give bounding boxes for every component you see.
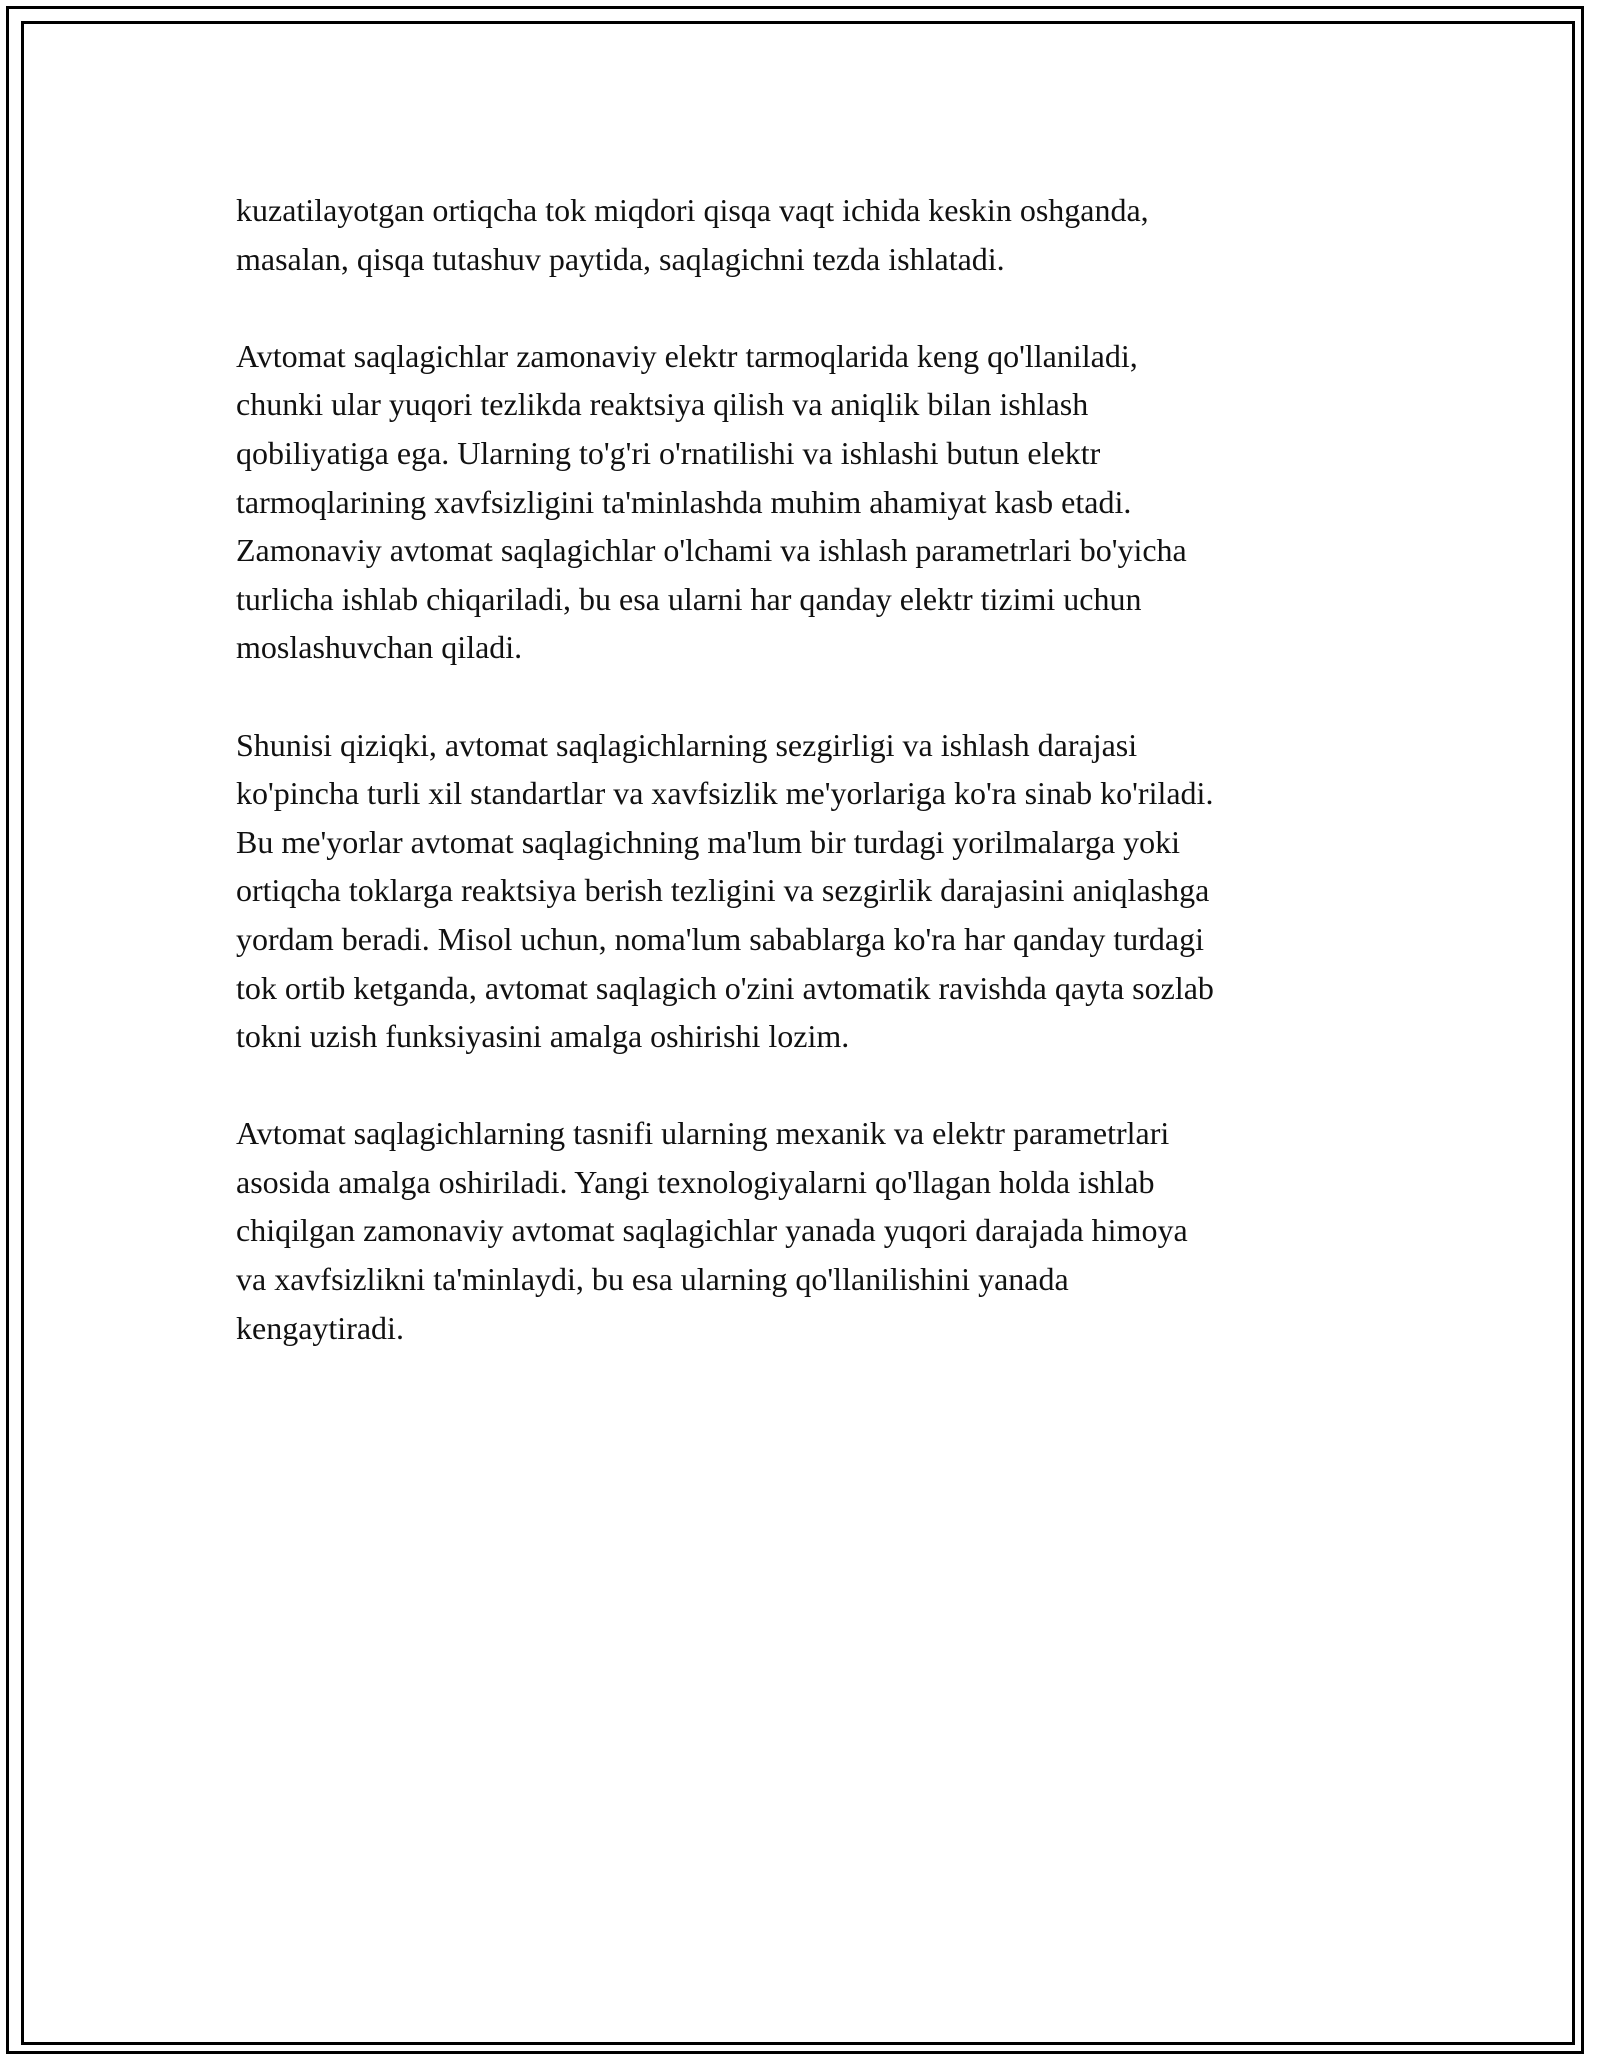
paragraph-line: kuzatilayotgan ortiqcha tok miqdori qisqa vaqt ichida keskin oshganda, [236, 192, 1149, 228]
paragraph-line: ko'pincha turli xil standartlar va xavfsizlik me'yorlariga ko'ra sinab ko'riladi. [236, 775, 1214, 812]
paragraph-line: ortiqcha toklarga reaktsiya berish tezligini va sezgirlik darajasini aniqlashga [236, 872, 1210, 909]
paragraph-line: Avtomat saqlagichlarning tasnifi ularning mexanik va elektr parametrlari [236, 1115, 1170, 1152]
paragraph-line: Zamonaviy avtomat saqlagichlar o'lchami va ishlash parametrlari bo'yicha [236, 532, 1187, 569]
document-body [236, 186, 1386, 1401]
paragraph-line: Bu me'yorlar avtomat saqlagichning ma'lum bir turdagi yorilmalarga yoki [236, 823, 1181, 860]
paragraph-3 [236, 721, 1386, 1061]
paragraph-line: kengaytiradi. [236, 1309, 404, 1346]
paragraph-line: Avtomat saqlagichlar zamonaviy elektr tarmoqlarida keng qo'llaniladi, [236, 337, 1138, 374]
paragraph-line: asosida amalga oshiriladi. Yangi texnologiyalarni qo'llagan holda ishlab [236, 1163, 1155, 1200]
paragraph-line: chunki ular yuqori tezlikda reaktsiya qilish va aniqlik bilan ishlash [236, 386, 1089, 423]
paragraph-line: chiqilgan zamonaviy avtomat saqlagichlar yanada yuqori darajada himoya [236, 1212, 1188, 1249]
paragraph-line: moslashuvchan qiladi. [236, 629, 523, 666]
paragraph-line: qobiliyatiga ega. Ularning to'g'ri o'rnatilishi va ishlashi butun elektr [236, 434, 1101, 471]
paragraph-line: va xavfsizlikni ta'minlaydi, bu esa ularning qo'llanilishini yanada [236, 1261, 1069, 1298]
paragraph-line: tokni uzish funksiyasini amalga oshirishi lozim. [236, 1018, 850, 1055]
paragraph-2 [236, 332, 1386, 672]
paragraph-line: tarmoqlarining xavfsizligini ta'minlashda muhim ahamiyat kasb etadi. [236, 483, 1132, 520]
paragraph-line: Shunisi qiziqki, avtomat saqlagichlarning sezgirligi va ishlash darajasi [236, 726, 1138, 763]
paragraph-1 [236, 186, 1386, 283]
paragraph-line: masalan, qisqa tutashuv paytida, saqlagichni tezda ishlatadi. [236, 240, 1005, 277]
paragraph-4 [236, 1109, 1386, 1352]
paragraph-line: yordam beradi. Misol uchun, noma'lum sabablarga ko'ra har qanday turdagi [236, 920, 1204, 957]
paragraph-line: turlicha ishlab chiqariladi, bu esa ularni har qanday elektr tizimi uchun [236, 580, 1142, 617]
paragraph-line: tok ortib ketganda, avtomat saqlagich o'zini avtomatik ravishda qayta sozlab [236, 969, 1214, 1006]
